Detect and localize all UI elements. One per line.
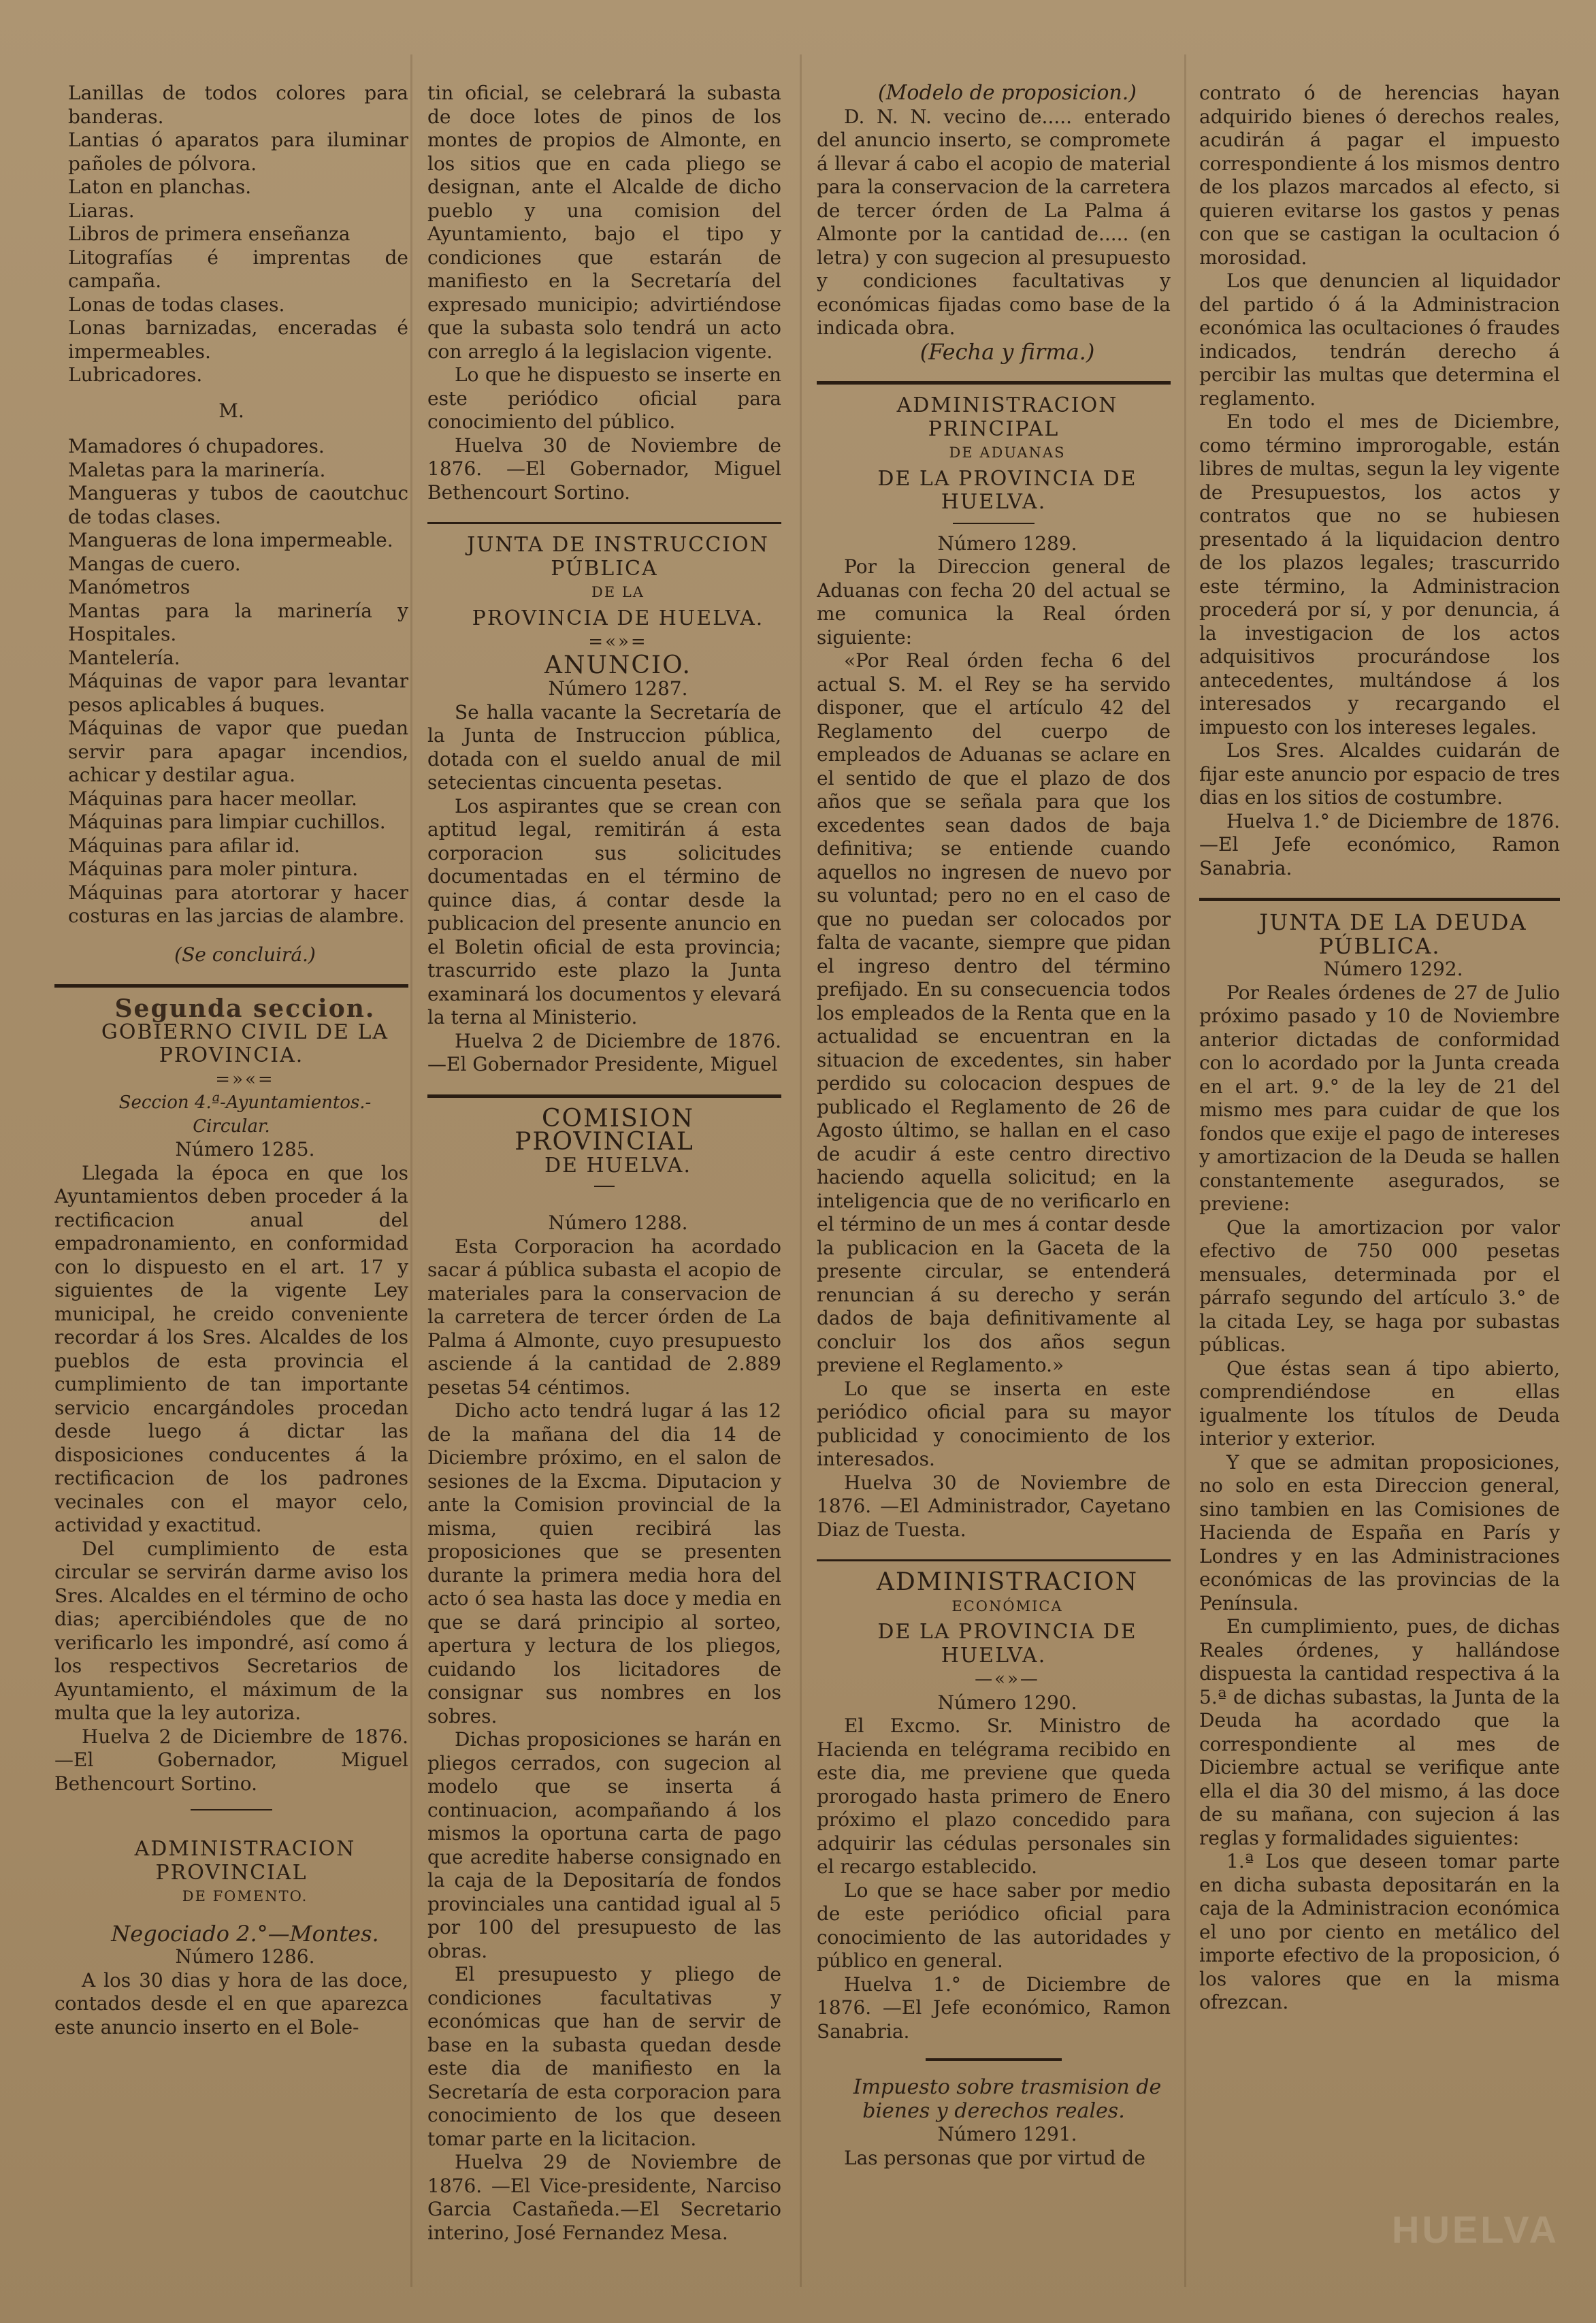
list-item: Lanillas de todos colores para banderas.	[68, 82, 408, 128]
notice-heading: DE LA PROVINCIA DE HUELVA.	[877, 1620, 1137, 1668]
list-item: Mangueras y tubos de caoutchuc de todas clases.	[68, 482, 408, 528]
watermark-text: HUELVA	[1392, 2208, 1559, 2251]
notice-heading: GOBIERNO CIVIL DE LA PROVINCIA.	[101, 1020, 389, 1067]
paragraph: Dicho acto tendrá lugar á las 12 de la mañana del dia 14 de Diciembre próximo, en el salon de sesiones de la Excma. Diputacion y ante la Comision provincial de la misma, quien recibirá las proposiciones que se presenten durante la primera media hora del acto ó sea hasta las doce y media en que se dará principio al sorteo, apertura y lectura de los pliegos, cuidando los licitadores de consignar sus nombres en los sobres.	[427, 1399, 781, 1727]
short-rule	[926, 2058, 1062, 2061]
notice-number: Número 1287.	[548, 677, 688, 700]
section-rule	[817, 1559, 1171, 1561]
column-1	[54, 82, 408, 2280]
signature: Huelva 2 de Diciembre de 1876.—El Gobernador Presidente, Miguel	[427, 1029, 781, 1075]
notice-heading: DE LA PROVINCIA DE HUELVA.	[877, 466, 1137, 514]
paragraph: Del cumplimiento de esta circular se servirán darme aviso los Sres. Alcaldes en el término de ocho dias; apercibiéndoles que de no verificarlo les impondré, así como á los respectivos Secretarios de Ayuntamiento, el máximum de la multa que la ley autoriza.	[54, 1537, 408, 1724]
list-item: Maletas para la marinería.	[68, 458, 326, 481]
paragraph: contrato ó de herencias hayan adquirido bienes ó derechos reales, acudirán á pagar el impuesto correspondiente á los mismos dentro de los plazos marcados al efecto, si quieren evitarse los gastos y penas con que se castigan la ocultacion ó morosidad.	[1199, 82, 1560, 269]
list-item: Lantias ó aparatos para iluminar pañoles de pólvora.	[68, 129, 408, 175]
notice-number: Número 1290.	[937, 1691, 1077, 1714]
paragraph: Que éstas sean á tipo abierto, comprendiéndose en ellas igualmente los títulos de Deuda interior y exterior.	[1199, 1357, 1560, 1450]
paragraph: Los aspirantes que se crean con aptitud legal, remitirán á esta corporacion sus solicitudes documentadas en el término de quince dias, á contar desde la publicacion del presente anuncio en el Boletin oficial de esta provincia; trascurrido este plazo la Junta examinará los documentos y elevará la terna al Ministerio.	[427, 794, 781, 1028]
signature: Huelva 30 de Noviembre de 1876. —El Administrador, Cayetano Diaz de Tuesta.	[817, 1471, 1171, 1541]
section-rule	[54, 984, 408, 988]
column-4	[1199, 82, 1560, 2280]
notice-heading: PROVINCIA DE HUELVA.	[472, 606, 764, 630]
paragraph: Que la amortizacion por valor efectivo de 750 000 pesetas mensuales, determinada por el párrafo segundo del artículo 3.° de la citada Ley, se haga por subastas públicas.	[1199, 1216, 1560, 1356]
column-divider	[800, 54, 802, 2287]
column-divider	[1184, 54, 1186, 2287]
short-rule	[594, 1186, 615, 1187]
ornament: —«»—	[975, 1669, 1040, 1689]
paragraph: Se halla vacante la Secretaría de la Junta de Instruccion pública, dotada con el sueldo anual de mil setecientas cincuenta pesetas.	[427, 700, 781, 794]
paragraph: Lo que se inserta en este periódico oficial para su mayor publicidad y conocimiento de los interesados.	[817, 1377, 1171, 1470]
signature: Huelva 30 de Noviembre de 1876. —El Gobernador, Miguel Bethencourt Sortino.	[427, 434, 781, 504]
paragraph: En todo el mes de Diciembre, como término improrogable, están libres de multas, segun la ley vigente de Presupuestos, los actos y contratos que no se hubiesen presentado á la liquidacion dentro de los plazos legales; trascurrido este término, la Administracion procederá por sí, y por denuncia, á la investigacion de los actos adquisitivos procurándose los antecedentes, multándose á los interesados y recargando el impuesto con los intereses legales.	[1199, 410, 1560, 738]
notice-number: Número 1289.	[937, 532, 1077, 555]
column-3	[817, 82, 1171, 2280]
list-item: Máquinas de vapor que puedan servir para apagar incendios, achicar y destilar agua.	[68, 717, 408, 786]
notice-heading: ADMINISTRACION PROVINCIAL	[134, 1837, 356, 1885]
paragraph: tin oficial, se celebrará la subasta de doce lotes de pinos de los montes de propios de Almonte, en los sitios que en cada pliego se designan, ante el Alcalde de dicho pueblo y una comision del Ayuntamiento, bajo el tipo y condiciones que estarán de manifiesto en la Secretaría del expresado municipio; advirtiéndose que la subasta solo tendrá un acto con arreglo á la legislacion vigente.	[427, 82, 781, 363]
column-divider	[410, 54, 412, 2287]
list-item: Laton en planchas.	[68, 176, 252, 198]
paragraph: Lo que he dispuesto se inserte en este periódico oficial para conocimiento del público.	[427, 363, 781, 433]
paragraph: D. N. N. vecino de..... enterado del anuncio inserto, se compromete á llevar á cabo el acopio de material para la conservacion de la carretera de tercer órden de La Palma á Almonte por la cantidad de..... (en letra) y con sugecion al presupuesto y condiciones facultativas y económicas fijadas como base de la indicada obra.	[817, 105, 1171, 339]
signature: Huelva 29 de Noviembre de 1876. —El Vice-presidente, Narciso Garcia Castañeda.—El Secretario interino, José Fernandez Mesa.	[427, 2151, 781, 2244]
list-item: Máquinas para hacer meollar.	[68, 787, 357, 810]
model-heading: (Modelo de proposicion.)	[877, 82, 1137, 105]
paragraph: Las personas que por virtud de	[844, 2146, 1145, 2169]
notice-subheading: ECONÓMICA	[951, 1597, 1063, 1614]
paragraph: Lo que se hace saber por medio de este periódico oficial para conocimiento de las autoridades y público en general.	[817, 1879, 1171, 1972]
ornament: =«»=	[588, 632, 648, 652]
notice-subheading: DE HUELVA.	[544, 1153, 692, 1177]
notice-heading: ADMINISTRACION	[876, 1568, 1139, 1596]
list-item: Mantelería.	[68, 646, 180, 669]
notice-number: Número 1291.	[937, 2123, 1077, 2145]
paragraph: Los Sres. Alcaldes cuidarán de fijar este anuncio por espacio de tres dias en los sitios de costumbre.	[1199, 739, 1560, 809]
section-title: Segunda seccion.	[114, 994, 376, 1023]
section-rule	[1199, 898, 1560, 901]
column-2	[427, 82, 781, 2280]
notice-heading: ANUNCIO.	[544, 651, 691, 679]
notice-heading: ADMINISTRACION PRINCIPAL	[896, 393, 1118, 441]
continuation-note: (Se concluirá.)	[174, 943, 316, 966]
archive-watermark-logo	[1392, 2207, 1559, 2296]
signature: Huelva 1.° de Diciembre de 1876. —El Jefe económico, Ramon Sanabria.	[1199, 809, 1560, 879]
list-item: Mangueras de lona impermeable.	[68, 529, 393, 551]
list-item: Máquinas de vapor para levantar pesos aplicables á buques.	[68, 670, 408, 716]
list-item: Mantas para la marinería y Hospitales.	[68, 599, 408, 645]
paragraph: Los que denuncien al liquidador del partido ó á la Administracion económica las ocultaciones ó fraudes indicados, tendrán derecho á percibir las multas que determina el reglamento.	[1199, 270, 1560, 410]
section-rule	[427, 522, 781, 524]
short-rule	[953, 523, 1035, 524]
notice-subheading: DE ADUANAS	[949, 444, 1066, 461]
notice-subheading: DE FOMENTO.	[182, 1888, 308, 1904]
notice-number: Número 1285.	[175, 1138, 315, 1160]
paragraph: Por la Direccion general de Aduanas con fecha 20 del actual se me comunica la Real órden siguiente:	[817, 555, 1171, 649]
list-item: Máquinas para moler pintura.	[68, 858, 359, 880]
date-signature-line: (Fecha y firma.)	[919, 338, 1095, 365]
list-item: Máquinas para afilar id.	[68, 834, 300, 857]
short-rule	[191, 1809, 272, 1810]
list-item: Libros de primera enseñanza	[68, 223, 351, 245]
paragraph: «Por Real órden fecha 6 del actual S. M. el Rey se ha servido disponer, que el artículo 42 del Reglamento del cuerpo de empleados de Aduanas se aclare en el sentido de que el plazo de dos años que se señala para que los excedentes sean dados de baja definitiva; se entiende cuando aquellos no ingresen de nuevo por su voluntad; pero no en el caso de que no puedan ser colocados por falta de vacante, siempre que pidan el ingreso dentro del término prefijado. En su consecuencia todos los empleados de la Renta que en la actualidad se encuentran en la situacion de excedentes, sin haber perdido su colocacion despues de publicado el Reglamento de 26 de Agosto último, se hallan en el caso de acudir á este centro directivo haciendo aquella solicitud; en la inteligencia que de no verificarlo en el término de un mes á contar desde la publicacion en la Gaceta de la presente circular, se entenderá renuncian á su derecho y serán dados de baja definitivamente al concluir los dos años segun previene el Reglamento.»	[817, 649, 1171, 1376]
list-item: Lubricadores.	[68, 363, 203, 386]
paragraph: Dichas proposiciones se harán en pliegos cerrados, con sugecion al modelo que se inserta á continuacion, acompañando á los mismos la oportuna carta de pago que acredite haberse consignado en la caja de la Depositaría de fondos provinciales una cantidad igual al 5 por 100 del presupuesto de las obras.	[427, 1728, 781, 1962]
paragraph: El Excmo. Sr. Ministro de Hacienda en telégrama recibido en este dia, me previene que queda prorogado hasta primero de Enero próximo el plazo concedido para adquirir las cédulas personales sin el recargo establecido.	[817, 1715, 1171, 1878]
notice-heading: JUNTA DE INSTRUCCION PÚBLICA	[467, 533, 769, 581]
list-item: Liaras.	[68, 199, 135, 222]
paragraph: 1.ª Los que deseen tomar parte en dicha subasta depositarán en la caja de la Administracion económica el uno por ciento en metálico del importe efectivo de la proposicion, ó los valores que en la misma ofrezcan.	[1199, 1850, 1560, 2013]
section-subtitle: Negociado 2.°—Montes.	[111, 1920, 379, 1947]
signature: Huelva 1.° de Diciembre de 1876. —El Jefe económico, Ramon Sanabria.	[817, 1972, 1171, 2043]
paragraph: A los 30 dias y hora de las doce, contados desde el en que aparezca este anuncio inserto en el Bole-	[54, 1968, 408, 2038]
list-item: Lonas de todas clases.	[68, 293, 285, 316]
list-item: Mamadores ó chupadores.	[68, 435, 325, 457]
list-item: Manómetros	[68, 576, 191, 598]
list-item: Máquinas para atortorar y hacer costuras en las jarcias de alambre.	[68, 881, 408, 927]
paragraph: En cumplimiento, pues, de dichas Reales órdenes, y hallándose dispuesta la cantidad respectiva á la 5.ª de dichas subastas, la Junta de la Deuda ha acordado que la correspondiente al mes de Diciembre actual se verifique ante ella el dia 30 del mismo, á las doce de su mañana, con sujecion á las reglas y formalidades siguientes:	[1199, 1615, 1560, 1849]
section-subtitle: Seccion 4.ª-Ayuntamientos.-Circular.	[118, 1092, 372, 1137]
notice-number: Número 1292.	[1323, 958, 1463, 980]
ornament: =»«=	[215, 1069, 275, 1090]
paragraph: Esta Corporacion ha acordado sacar á pública subasta el acopio de materiales para la conservacion de la carretera de tercer órden de La Palma á Almonte, cuyo presupuesto asciende á la cantidad de 2.889 pesetas 54 céntimos.	[427, 1235, 781, 1399]
list-item: Litografías é imprentas de campaña.	[68, 246, 408, 292]
list-item: Mangas de cuero.	[68, 552, 241, 575]
section-rule	[817, 381, 1171, 385]
paragraph: Por Reales órdenes de 27 de Julio próximo pasado y 10 de Noviembre anterior dictadas de conformidad con lo acordado por la Junta creada en el art. 9.° de la ley de 21 del mismo mes para cuidar de que los fondos que exije el pago de intereses y amortizacion de la Deuda se hallen constantemente asegurados, se previene:	[1199, 981, 1560, 1215]
notice-heading: JUNTA DE LA DEUDA PÚBLICA.	[1259, 909, 1527, 959]
section-rule	[427, 1094, 781, 1098]
paragraph: Llegada la época en que los Ayuntamientos deben proceder á la rectificacion anual del empadronamiento, en conformidad con lo dispuesto en el art. 17 y siguientes de la vigente Ley municipal, he creido conveniente recordar á los Sres. Alcaldes de los pueblos de esta provincia el cumplimiento de tan importante servicio encargándoles procedan desde luego á dictar las disposiciones conducentes á la rectificacion de los padrones vecinales con el mayor celo, actividad y exactitud.	[54, 1161, 408, 1536]
notice-number: Número 1288.	[548, 1212, 688, 1234]
paragraph: Y que se admitan proposiciones, no solo en esta Direccion general, sino tambien en las Comisiones de Hacienda de España en París y Londres y en las Administraciones económicas de las provincias de la Península.	[1199, 1450, 1560, 1614]
notice-heading: Impuesto sobre trasmision de bienes y derechos reales.	[853, 2075, 1162, 2123]
list-item: Máquinas para limpiar cuchillos.	[68, 811, 386, 833]
list-letter-heading: M.	[218, 399, 244, 422]
notice-number: Número 1286.	[175, 1945, 315, 1968]
signature: Huelva 2 de Diciembre de 1876.—El Gobernador, Miguel Bethencourt Sortino.	[54, 1725, 408, 1795]
list-item: Lonas barnizadas, enceradas é impermeables.	[68, 316, 408, 363]
notice-heading: COMISION PROVINCIAL	[515, 1104, 695, 1156]
notice-subheading: DE LA	[591, 584, 645, 600]
paragraph: El presupuesto y pliego de condiciones facultativas y económicas que han de servir de base en la subasta quedan desde este dia de manifiesto en la Secretaría de esta corporacion para conocimiento de los que deseen tomar parte en la licitacion.	[427, 1963, 781, 2150]
